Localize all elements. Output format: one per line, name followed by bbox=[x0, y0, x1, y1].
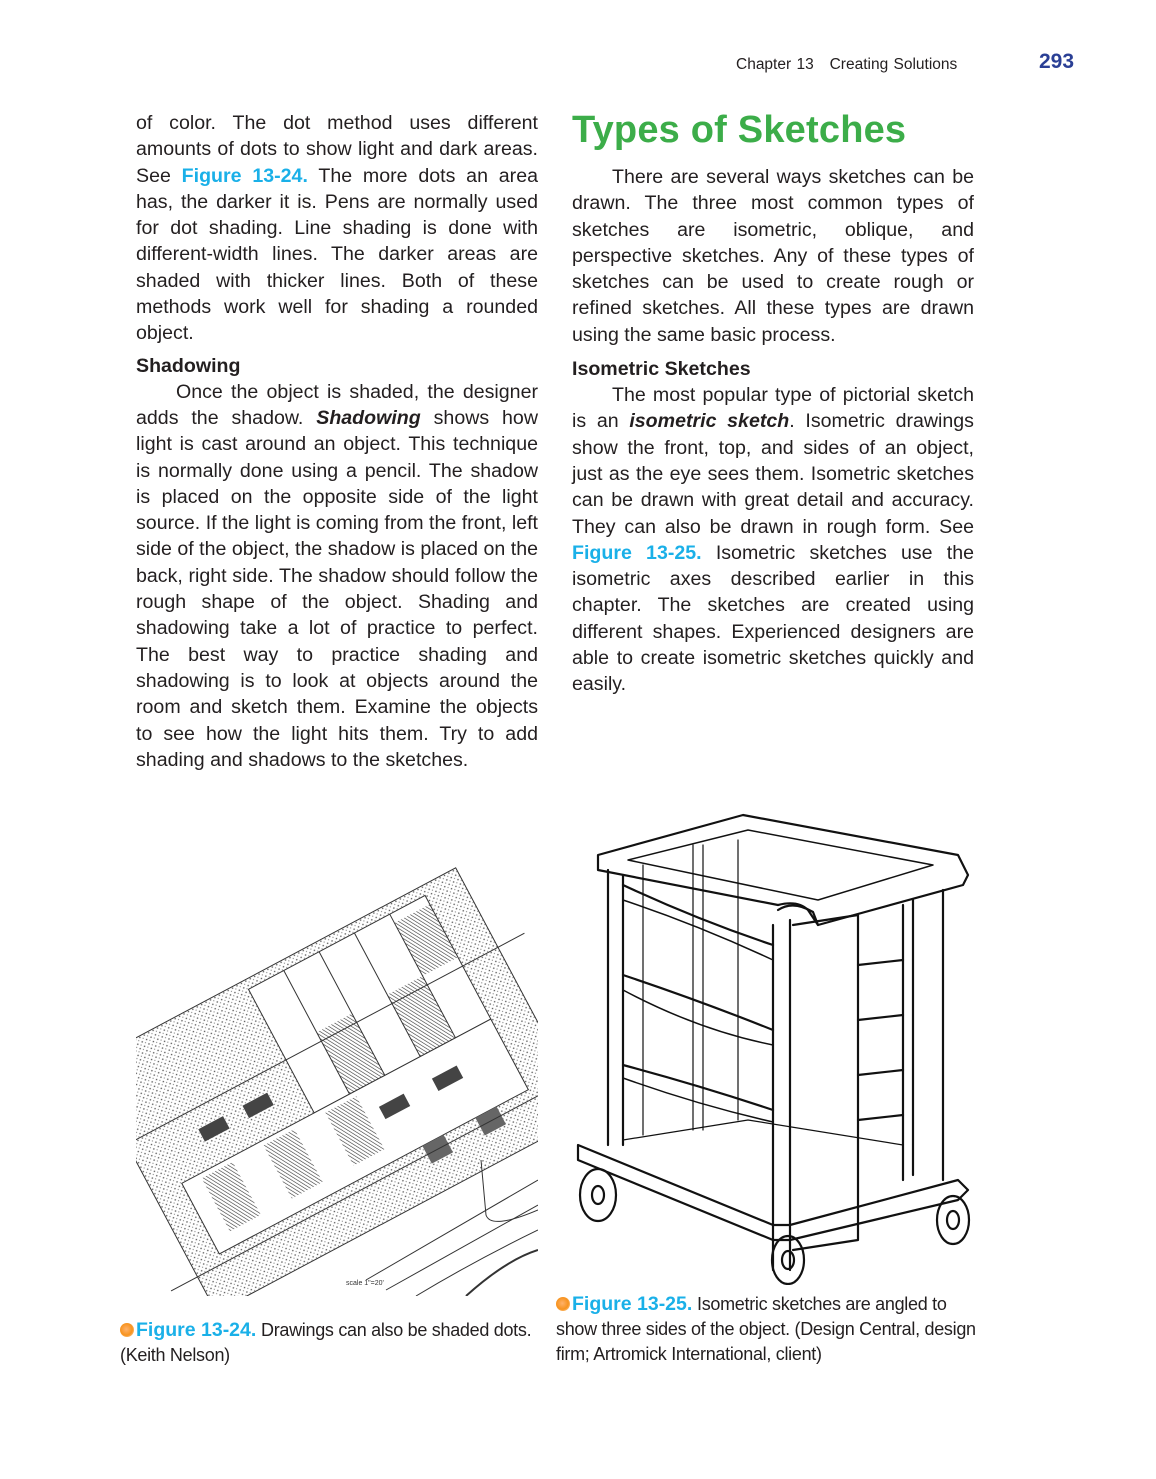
left-column bbox=[136, 110, 538, 773]
figure-bullet-icon bbox=[556, 1297, 570, 1311]
running-header bbox=[0, 50, 1156, 80]
text: of color. The dot method uses different amounts of dots to show light and dark areas. See bbox=[136, 112, 538, 187]
figure-13-24-image bbox=[136, 860, 538, 1296]
figure-reference-13-25[interactable]: Figure 13-25. bbox=[572, 541, 702, 564]
text: . Isometric drawings show the front, top, and sides of an object, just as the eye sees them. Isometric sketches can be drawn with great detail and accuracy. They can also be drawn in rough form. See bbox=[572, 410, 974, 538]
body-paragraph bbox=[136, 379, 538, 773]
key-term: Shadowing bbox=[316, 406, 421, 429]
figure-label: Figure 13-24. bbox=[136, 1319, 257, 1341]
subheading-isometric-sketches: Isometric Sketches bbox=[572, 358, 751, 381]
text: Isometric sketches use the isometric axes described earlier in this chapter. The sketches are created using different shapes. Experienced designers are able to create isometric sketches quickly and easily. bbox=[572, 541, 975, 696]
figure-13-25-image bbox=[568, 800, 980, 1285]
body-paragraph bbox=[572, 382, 974, 698]
body-paragraph bbox=[136, 110, 538, 347]
figure-13-24-caption bbox=[120, 1318, 540, 1368]
figure-13-25-caption bbox=[556, 1292, 986, 1367]
section-title: Types of Sketches bbox=[572, 109, 907, 151]
figure-label: Figure 13-25. bbox=[572, 1293, 693, 1315]
key-term: isometric sketch bbox=[629, 410, 790, 433]
text: The most popular type of pictorial sketch is an bbox=[572, 384, 974, 433]
figure-reference-13-24[interactable]: Figure 13-24. bbox=[181, 164, 308, 187]
text: The more dots an area has, the darker it is. Pens are normally used for dot shading. Line shading is done with different-width lines. The darker areas are shaded with thicker lines. Both of these methods work well for shading a rounded object. bbox=[136, 164, 538, 345]
caption-text: Isometric sketches are angled to show three sides of the object. (Design Central, design firm; Artromick International, client) bbox=[556, 1294, 976, 1364]
text: Once the object is shaded, the designer adds the shadow. bbox=[136, 380, 538, 429]
subheading-shadowing: Shadowing bbox=[136, 354, 241, 377]
right-column bbox=[572, 108, 974, 698]
page-number: 293 bbox=[1039, 50, 1075, 73]
caption-text: Drawings can also be shaded dots. (Keith Nelson) bbox=[120, 1320, 532, 1365]
body-paragraph: There are several ways sketches can be drawn. The three most common types of sketches are isometric, oblique, and perspective sketches. Any of these types of sketches can be used to create rough or refined sketches. All these types are drawn using the same basic process. bbox=[572, 166, 974, 346]
figure-bullet-icon bbox=[120, 1323, 134, 1337]
svg-text:scale 1"=20': scale 1"=20' bbox=[346, 1280, 384, 1287]
text: shows how light is cast around an object. This technique is normally done using a pencil. The shadow is placed on the opposite side of the light source. If the light is coming from the front, left side of the object, the shadow is placed on the back, right side. The shadow should follow the rough shape of the object. Shading and shadowing take a lot of practice to perfect. The best way to practice shading and shadowing is to look at objects around the room and sketch them. Examine the objects to see how the light hits them. Try to add shading and shadows to the sketches. bbox=[136, 406, 538, 771]
chapter-title: Chapter 13 Creating Solutions bbox=[736, 56, 958, 73]
